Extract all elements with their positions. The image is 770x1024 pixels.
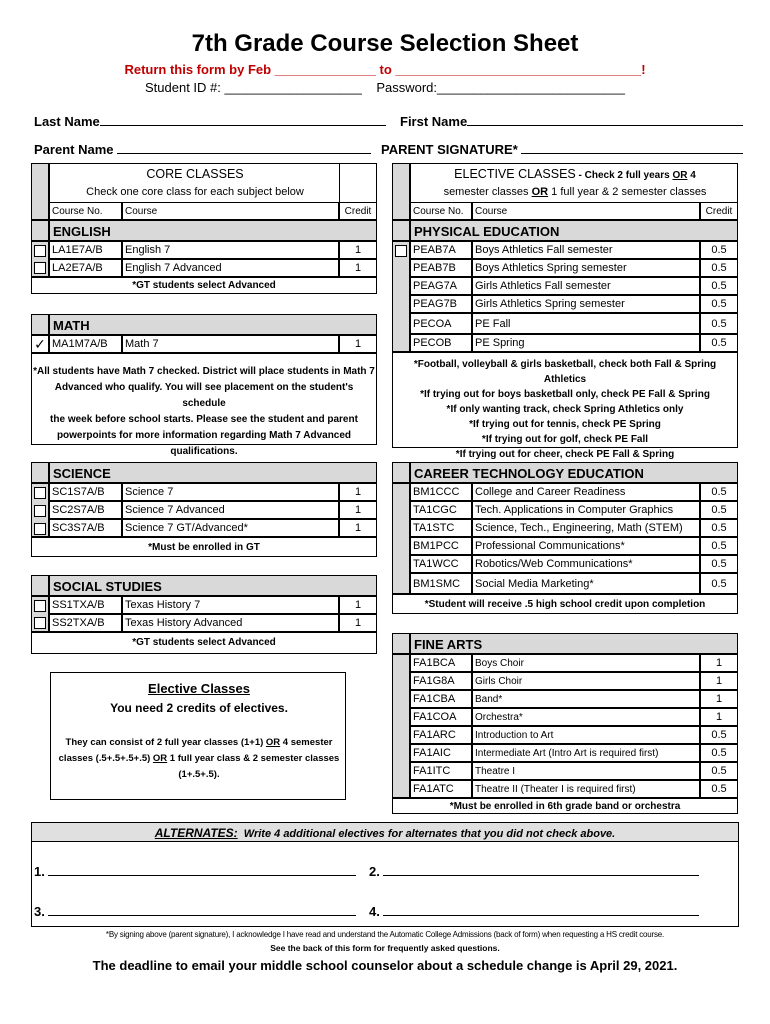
pe-row-1-name: Boys Athletics Fall semester <box>472 241 700 259</box>
alternate-2-field[interactable] <box>369 864 699 879</box>
english-checkbox-2[interactable] <box>34 262 46 274</box>
social-title: SOCIAL STUDIES <box>49 575 377 596</box>
science-row-1-name: Science 7 <box>122 483 339 501</box>
fine-arts-check-gutter <box>392 654 410 798</box>
parent-name-label: Parent Name <box>34 142 114 157</box>
fa-row-6-credit: 0.5 <box>700 744 738 762</box>
science-title: SCIENCE <box>49 462 377 483</box>
fine-arts-note: *Must be enrolled in 6th grade band or orchestra <box>392 798 738 814</box>
pe-note-4: *If trying out for tennis, check PE Spring <box>469 419 661 430</box>
social-row-1-credit: 1 <box>339 596 377 614</box>
elective-title-line <box>411 167 739 181</box>
social-gutter <box>31 575 49 596</box>
elective-info-line2-or: OR <box>152 753 168 764</box>
math-note <box>31 353 377 457</box>
alternates-instruction: Write 4 additional electives for alternates that you did not check above. <box>243 828 616 840</box>
cte-row-2-no: TA1CGC <box>410 501 472 519</box>
core-col-credit: Credit <box>339 202 377 220</box>
student-id-label: Student ID #: ___________________ <box>145 80 362 95</box>
elective-title-note-or: OR <box>672 170 688 181</box>
last-name-label: Last Name <box>34 114 100 129</box>
elective-title: ELECTIVE CLASSES <box>454 167 576 181</box>
cte-row-4-name: Professional Communications* <box>472 537 700 555</box>
pe-row-3-name: Girls Athletics Fall semester <box>472 277 700 295</box>
english-row-1-credit: 1 <box>339 241 377 259</box>
cte-row-1-name: College and Career Readiness <box>472 483 700 501</box>
cte-title: CAREER TECHNOLOGY EDUCATION <box>410 462 738 483</box>
pe-row-6-credit: 0.5 <box>700 334 738 352</box>
cte-row-6-name: Social Media Marketing* <box>472 573 700 594</box>
science-row-2-name: Science 7 Advanced <box>122 501 339 519</box>
cte-row-6-no: BM1SMC <box>410 573 472 594</box>
fa-row-1-name: Boys Choir <box>472 654 700 672</box>
deadline-text: The deadline to email your middle school counselor about a schedule change is April 29, 2021. <box>92 958 678 973</box>
english-gutter <box>31 220 49 241</box>
alternate-4-field[interactable] <box>369 904 699 919</box>
english-row-1-name: English 7 <box>122 241 339 259</box>
cte-row-3-credit: 0.5 <box>700 519 738 537</box>
first-name-field[interactable] <box>400 114 743 129</box>
fa-row-4-name: Orchestra* <box>472 708 700 726</box>
elective-title-note-b: 4 <box>687 170 696 181</box>
cte-row-5-credit: 0.5 <box>700 555 738 573</box>
pe-row-6-no: PECOB <box>410 334 472 352</box>
social-check-gutter <box>31 596 49 632</box>
cte-check-gutter <box>392 483 410 594</box>
core-header <box>49 163 377 202</box>
science-row-2-no: SC2S7A/B <box>49 501 122 519</box>
pe-checkbox-1[interactable] <box>395 245 407 257</box>
english-check-gutter <box>31 241 49 277</box>
english-row-1-no: LA1E7A/B <box>49 241 122 259</box>
english-row-2-name: English 7 Advanced <box>122 259 339 277</box>
english-row-2-credit: 1 <box>339 259 377 277</box>
elective-col-course-no: Course No. <box>410 202 472 220</box>
science-row-2-credit: 1 <box>339 501 377 519</box>
elective-subtitle-line <box>411 186 739 198</box>
math-row-1-name: Math 7 <box>122 335 339 353</box>
fa-row-8-credit: 0.5 <box>700 780 738 798</box>
password-label: Password:__________________________ <box>376 80 625 95</box>
cte-row-3-no: TA1STC <box>410 519 472 537</box>
fa-row-3-no: FA1CBA <box>410 690 472 708</box>
math-row-1-credit: 1 <box>339 335 377 353</box>
social-row-1-name: Texas History 7 <box>122 596 339 614</box>
fa-row-5-credit: 0.5 <box>700 726 738 744</box>
student-id-password-line <box>0 80 770 95</box>
math-row-1-no: MA1M7A/B <box>49 335 122 353</box>
fa-row-2-name: Girls Choir <box>472 672 700 690</box>
elective-info-line1-or: OR <box>265 737 281 748</box>
last-name-field[interactable] <box>34 114 386 129</box>
pe-row-6-name: PE Spring <box>472 334 700 352</box>
elective-subtitle-or: OR <box>531 186 549 198</box>
science-checkbox-1[interactable] <box>34 487 46 499</box>
social-row-2-no: SS2TXA/B <box>49 614 122 632</box>
pe-row-5-name: PE Fall <box>472 313 700 334</box>
first-name-label: First Name <box>400 114 468 129</box>
fa-row-1-credit: 1 <box>700 654 738 672</box>
fa-row-7-no: FA1ITC <box>410 762 472 780</box>
english-note: *GT students select Advanced <box>31 277 377 294</box>
elective-col-course: Course <box>472 202 700 220</box>
pe-row-2-name: Boys Athletics Spring semester <box>472 259 700 277</box>
english-checkbox-1[interactable] <box>34 245 46 257</box>
elective-left-gutter <box>392 163 410 220</box>
pe-note-1: *Football, volleyball & girls basketball, check both Fall & Spring Athletics <box>413 359 717 385</box>
fine-arts-title: FINE ARTS <box>410 633 738 654</box>
elective-title-note-a: - Check 2 full years <box>575 170 673 181</box>
science-row-1-no: SC1S7A/B <box>49 483 122 501</box>
cte-row-5-no: TA1WCC <box>410 555 472 573</box>
science-row-3-no: SC3S7A/B <box>49 519 122 537</box>
social-row-2-credit: 1 <box>339 614 377 632</box>
science-row-3-name: Science 7 GT/Advanced* <box>122 519 339 537</box>
alternate-4-label: 4. <box>369 904 380 919</box>
elective-subtitle-a: semester classes <box>443 186 532 198</box>
english-title: ENGLISH <box>49 220 377 241</box>
pe-row-2-credit: 0.5 <box>700 259 738 277</box>
pe-row-4-credit: 0.5 <box>700 295 738 313</box>
fa-row-4-no: FA1COA <box>410 708 472 726</box>
cte-row-4-no: BM1PCC <box>410 537 472 555</box>
back-of-form-note: See the back of this form for frequently asked questions. <box>270 943 500 953</box>
pe-row-3-credit: 0.5 <box>700 277 738 295</box>
elective-header <box>410 163 738 202</box>
core-subtitle: Check one core class for each subject below <box>86 186 304 198</box>
pe-row-4-name: Girls Athletics Spring semester <box>472 295 700 313</box>
pe-row-3-no: PEAG7A <box>410 277 472 295</box>
fa-row-5-name: Introduction to Art <box>472 726 700 744</box>
elective-info-line2b: 1 full year class & 2 semester classes <box>167 753 340 764</box>
science-check-gutter <box>31 483 49 537</box>
core-title: CORE CLASSES <box>146 167 244 181</box>
fa-row-6-name: Intermediate Art (Intro Art is required first) <box>472 744 700 762</box>
english-row-2-no: LA2E7A/B <box>49 259 122 277</box>
elective-info-box <box>50 672 346 800</box>
math-note-line-3: the week before school starts. Please see the student and parent <box>50 414 358 425</box>
cte-row-3-name: Science, Tech., Engineering, Math (STEM) <box>472 519 700 537</box>
cte-row-6-credit: 0.5 <box>700 573 738 594</box>
math-checkbox-checked[interactable]: ✓ <box>31 335 49 353</box>
elective-info-title: Elective Classes <box>148 681 250 696</box>
elective-info-line3: (1+.5+.5). <box>178 769 220 780</box>
pe-row-1-credit: 0.5 <box>700 241 738 259</box>
fa-row-6-no: FA1AIC <box>410 744 472 762</box>
fa-row-3-credit: 1 <box>700 690 738 708</box>
elective-info-line1b: 4 semester <box>280 737 333 748</box>
fa-row-8-no: FA1ATC <box>410 780 472 798</box>
social-checkbox-1[interactable] <box>34 600 46 612</box>
social-checkbox-2[interactable] <box>34 617 46 629</box>
pe-row-4-no: PEAG7B <box>410 295 472 313</box>
pe-notes <box>392 352 738 460</box>
math-note-line-4: powerpoints for more information regarding Math 7 Advanced <box>56 430 352 441</box>
social-row-2-name: Texas History Advanced <box>122 614 339 632</box>
math-note-line-1: *All students have Math 7 checked. District will place students in Math 7 <box>33 366 375 377</box>
cte-row-1-no: BM1CCC <box>410 483 472 501</box>
alternates-title: ALTERNATES: <box>154 826 238 840</box>
cte-row-5-name: Robotics/Web Communications* <box>472 555 700 573</box>
parent-name-field[interactable] <box>34 142 371 157</box>
science-row-1-credit: 1 <box>339 483 377 501</box>
elective-info-line1a: They can consist of 2 full year classes (1+1) <box>65 737 266 748</box>
science-row-3-credit: 1 <box>339 519 377 537</box>
fa-row-7-name: Theatre I <box>472 762 700 780</box>
cte-note: *Student will receive .5 high school credit upon completion <box>392 594 738 614</box>
pe-note-5: *If trying out for golf, check PE Fall <box>481 434 649 445</box>
core-col-course: Course <box>122 202 339 220</box>
pe-note-2: *If trying out for boys basketball only, check PE Fall & Spring <box>420 389 710 400</box>
elective-subtitle-b: 1 full year & 2 semester classes <box>548 186 707 198</box>
core-col-course-no: Course No. <box>49 202 122 220</box>
fa-row-3-name: Band* <box>472 690 700 708</box>
fa-row-4-credit: 1 <box>700 708 738 726</box>
fa-row-5-no: FA1ARC <box>410 726 472 744</box>
core-header-divider <box>339 163 377 202</box>
cte-row-2-credit: 0.5 <box>700 501 738 519</box>
pe-check-gutter <box>392 241 410 352</box>
science-checkbox-2[interactable] <box>34 505 46 517</box>
elective-info-text <box>51 735 347 783</box>
pe-row-1-no: PEAB7A <box>410 241 472 259</box>
science-gutter <box>31 462 49 483</box>
math-note-line-5: qualifications. <box>170 446 238 457</box>
signing-acknowledgement: *By signing above (parent signature), I acknowledge I have read and understand the Automatic College Admissions (back of form) when requesting a HS credit course. <box>105 930 665 939</box>
science-note: *Must be enrolled in GT <box>31 537 377 557</box>
alternates-header <box>31 822 739 842</box>
elective-col-credit: Credit <box>700 202 738 220</box>
cte-gutter <box>392 462 410 483</box>
math-gutter <box>31 314 49 335</box>
alternate-2-label: 2. <box>369 864 380 879</box>
fa-row-2-credit: 1 <box>700 672 738 690</box>
return-by-text: Return this form by Feb ______________ to __________________________________! <box>124 62 646 77</box>
alternate-1-field[interactable] <box>34 864 356 879</box>
pe-gutter <box>392 220 410 241</box>
fa-row-8-name: Theatre II (Theater I is required first) <box>472 780 700 798</box>
pe-row-2-no: PEAB7B <box>410 259 472 277</box>
pe-row-5-no: PECOA <box>410 313 472 334</box>
math-note-line-2: Advanced who qualify. You will see placement on the student's schedule <box>54 382 354 409</box>
pe-row-5-credit: 0.5 <box>700 313 738 334</box>
fine-arts-gutter <box>392 633 410 654</box>
fa-row-7-credit: 0.5 <box>700 762 738 780</box>
cte-row-1-credit: 0.5 <box>700 483 738 501</box>
page-title: 7th Grade Course Selection Sheet <box>191 30 579 57</box>
cte-row-4-credit: 0.5 <box>700 537 738 555</box>
social-note: *GT students select Advanced <box>31 632 377 654</box>
parent-signature-field[interactable] <box>381 142 743 157</box>
alternate-3-field[interactable] <box>34 904 356 919</box>
pe-note-3: *If only wanting track, check Spring Athletics only <box>446 404 684 415</box>
core-left-gutter <box>31 163 49 220</box>
social-row-1-no: SS1TXA/B <box>49 596 122 614</box>
pe-note-6: *If trying out for cheer, check PE Fall & Spring <box>455 449 675 460</box>
pe-title: PHYSICAL EDUCATION <box>410 220 738 241</box>
cte-row-2-name: Tech. Applications in Computer Graphics <box>472 501 700 519</box>
elective-info-subtitle: You need 2 credits of electives. <box>110 701 288 715</box>
alternate-1-label: 1. <box>34 864 45 879</box>
fa-row-1-no: FA1BCA <box>410 654 472 672</box>
alternate-3-label: 3. <box>34 904 45 919</box>
science-checkbox-3[interactable] <box>34 523 46 535</box>
parent-signature-label: PARENT SIGNATURE* <box>381 142 518 157</box>
math-title: MATH <box>49 314 377 335</box>
fa-row-2-no: FA1G8A <box>410 672 472 690</box>
elective-info-line2a: classes (.5+.5+.5+.5) <box>58 753 153 764</box>
